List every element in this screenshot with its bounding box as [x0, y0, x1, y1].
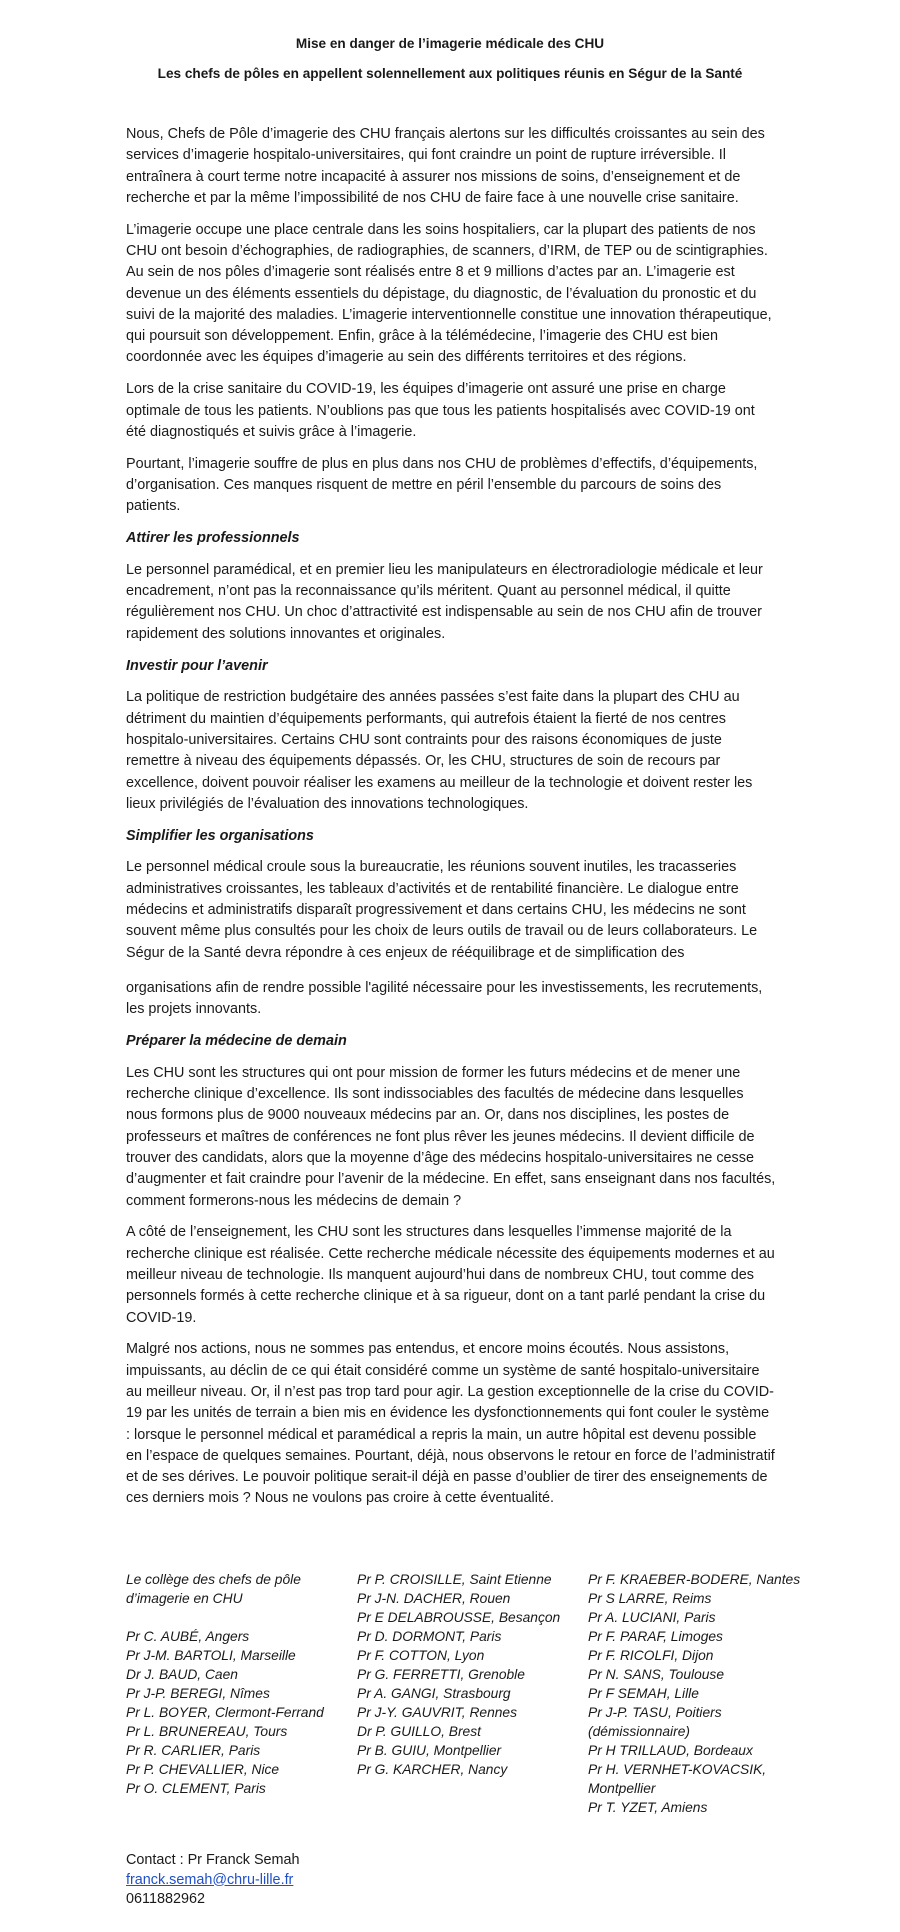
signatory: Pr T. YZET, Amiens [588, 1800, 708, 1815]
signatory: Dr P. GUILLO, Brest [357, 1724, 481, 1739]
college-label: Le collège des chefs de pôle d’imagerie en CHU [126, 1572, 301, 1606]
signatory: Pr C. AUBÉ, Angers [126, 1629, 250, 1644]
signatory: Pr L. BRUNEREAU, Tours [126, 1724, 288, 1739]
signatory: Pr O. CLEMENT, Paris [126, 1781, 266, 1796]
paragraph: Les CHU sont les structures qui ont pour mission de former les futurs médecins et de mener une recherche clinique d’excellence. Ils sont indissociables des facultés de médecine dans lesquelles nous formons plus de 9000 nouveaux médecins par an. Or, dans nos disciplines, les postes de professeurs et maîtres de conférences ne font plus rêver les jeunes médecins. Il devient difficile de trouver des candidats, alors que la moyenne d’âge des médecins hospitalo-universitaires ne cesse d’augmenter et fait craindre pour l’avenir de la médecine. En effet, sans enseignant dans nos facultés, comment formerons-nous les médecins de demain ? [126, 1064, 776, 1209]
signatory: Pr J-P. BEREGI, Nîmes [126, 1686, 270, 1701]
signatory: Pr H. VERNHET-KOVACSIK, Montpellier [588, 1762, 767, 1796]
paragraph: A côté de l’enseignement, les CHU sont les structures dans lesquelles l’immense majorité de la recherche clinique est réalisée. Cette recherche médicale nécessite des équipements modernes et au meilleur niveau de technologie. Ils manquent aujourd’hui dans de nombreux CHU, tout comme des personnels formés à cette recherche clinique et à sa rigueur, dont on a tant parlé pendant la crise du COVID-19. [126, 1224, 775, 1326]
document-subtitle: Les chefs de pôles en appellent solennellement aux politiques réunis en Ségur de la Santé [157, 66, 743, 81]
signatory: Pr E DELABROUSSE, Besançon [357, 1610, 561, 1625]
signatories-column-1 [126, 1570, 351, 1798]
signatory: Pr J-P. TASU, Poitiers (démissionnaire) [588, 1705, 722, 1739]
signatory: Pr S LARRE, Reims [588, 1591, 712, 1606]
section-heading: Attirer les professionnels [126, 530, 300, 547]
signatories-column-2 [357, 1570, 582, 1779]
paragraph: organisations afin de rendre possible l'agilité nécessaire pour les investissements, les recrutements, les projets innovants. [126, 979, 763, 1018]
signatory: Pr P. CHEVALLIER, Nice [126, 1762, 280, 1777]
signatory: Pr L. BOYER, Clermont-Ferrand [126, 1705, 324, 1720]
signatory: Pr R. CARLIER, Paris [126, 1743, 261, 1758]
signatory: Pr P. CROISILLE, Saint Etienne [357, 1572, 552, 1587]
paragraph: Nous, Chefs de Pôle d’imagerie des CHU français alertons sur les difficultés croissantes au sein des services d’imagerie hospitalo-universitaires, qui font craindre un point de rupture irréversible. Il entraînera à court terme notre incapacité à assurer nos missions de soins, d’enseignement et de recherche et par la même l’impossibilité de nos CHU de faire face à une nouvelle crise sanitaire. [126, 126, 765, 206]
section-heading: Préparer la médecine de demain [126, 1032, 347, 1049]
signatories-column-3 [588, 1570, 813, 1817]
contact-phone: 0611882962 [126, 1891, 205, 1907]
paragraph: Le personnel médical croule sous la bureaucratie, les réunions souvent inutiles, les tracasseries administratives croissantes, les tableaux d’activités et de rentabilité financière. Le dialogue entre médecins et administratifs disparaît progressivement et dans certains CHU, les médecins ne sont souvent même plus consultés pour les choix de leurs outils de travail ou de leurs collaborateurs. Le Ségur de la Santé devra répondre à ces enjeux de rééquilibrage et de simplification des [126, 859, 758, 961]
document-title: Mise en danger de l’imagerie médicale des CHU [295, 36, 605, 51]
section-heading: Simplifier les organisations [126, 827, 314, 844]
signatory: Pr D. DORMONT, Paris [357, 1629, 502, 1644]
signatory: Pr H TRILLAUD, Bordeaux [588, 1743, 753, 1758]
signatory: Pr J-Y. GAUVRIT, Rennes [357, 1705, 518, 1720]
signatory: Pr N. SANS, Toulouse [588, 1667, 724, 1682]
signatory: Pr A. LUCIANI, Paris [588, 1610, 716, 1625]
signatory: Pr F. RICOLFI, Dijon [588, 1648, 714, 1663]
signatory: Pr F SEMAH, Lille [588, 1686, 699, 1701]
signatory: Pr F. KRAEBER-BODERE, Nantes [588, 1572, 801, 1587]
signatory: Pr J-N. DACHER, Rouen [357, 1591, 511, 1606]
contact-email-link[interactable]: franck.semah@chru-lille.fr [126, 1871, 294, 1888]
contact-block [126, 1851, 300, 1910]
signatory: Pr B. GUIU, Montpellier [357, 1743, 502, 1758]
signatory: Pr F. PARAF, Limoges [588, 1629, 723, 1644]
signatory: Pr J-M. BARTOLI, Marseille [126, 1648, 296, 1663]
letter-body [126, 124, 776, 1520]
signatory: Pr G. FERRETTI, Grenoble [357, 1667, 525, 1682]
signatory: Pr F. COTTON, Lyon [357, 1648, 485, 1663]
signatory: Pr A. GANGI, Strasbourg [357, 1686, 511, 1701]
signatory: Dr J. BAUD, Caen [126, 1667, 238, 1682]
signatory: Pr G. KARCHER, Nancy [357, 1762, 508, 1777]
paragraph: Le personnel paramédical, et en premier lieu les manipulateurs en électroradiologie médicale et leur encadrement, n’ont pas la reconnaissance qu’ils méritent. Quant au personnel médical, il quitte régulièrement nos CHU. Un choc d’attractivité est indispensable au sein de nos CHU afin de trouver rapidement des solutions innovantes et originales. [126, 561, 763, 642]
section-heading: Investir pour l’avenir [126, 657, 268, 674]
paragraph: Pourtant, l’imagerie souffre de plus en plus dans nos CHU de problèmes d’effectifs, d’équipements, d’organisation. Ces manques risquent de mettre en péril l’ensemble du parcours de soins des patients. [126, 455, 758, 515]
paragraph: L’imagerie occupe une place centrale dans les soins hospitaliers, car la plupart des patients de nos CHU ont besoin d’échographies, de radiographies, de scanners, d’IRM, de TEP ou de scintigraphies. Au sein de nos pôles d’imagerie sont réalisés entre 8 et 9 millions d’actes par an. L’imagerie est devenue un des éléments essentiels du dépistage, du diagnostic, de l’évaluation du pronostic et du suivi de la majorité des maladies. L’imagerie interventionnelle constitue une innovation thérapeutique, qui poursuit son développement. Enfin, grâce à la télémédecine, l’imagerie des CHU est bien coordonnée avec les équipes d’imagerie au sein des différents territoires et des régions. [126, 221, 772, 366]
contact-label: Contact : Pr Franck Semah [126, 1852, 300, 1868]
paragraph: La politique de restriction budgétaire des années passées s’est faite dans la plupart des CHU au détriment du maintien d’équipements performants, qui autrefois étaient la fierté de nos centres hospitalo-universitaires. Certains CHU sont contraints pour des raisons économiques de juste remettre à niveau des équipements dépassés. Or, les CHU, structures de soin de recours par excellence, doivent pouvoir réaliser les examens au meilleur de la technologie et doivent rester les lieux privilégiés de l’évaluation des innovations technologiques. [126, 689, 753, 812]
paragraph: Malgré nos actions, nous ne sommes pas entendus, et encore moins écoutés. Nous assistons, impuissants, au déclin de ce qui était considéré comme un système de santé hospitalo-universitaire au meilleur niveau. Or, il n’est pas trop tard pour agir. La gestion exceptionnelle de la crise du COVID-19 par les unités de terrain a bien mis en évidence les dysfonctionnements qui font couler le système : lorsque le personnel médical et paramédical a repris la main, un autre hôpital est devenu possible en l’espace de quelques semaines. Pourtant, déjà, nous observons le retour en force de l’administratif et de ses dérives. Le pouvoir politique serait-il déjà en passe d’oublier de tirer des enseignements de ces derniers mois ? Nous ne voulons pas croire à cette éventualité. [126, 1341, 775, 1507]
paragraph: Lors de la crise sanitaire du COVID-19, les équipes d’imagerie ont assuré une prise en charge optimale de tous les patients. N’oublions pas que tous les patients hospitalisés avec COVID-19 ont été diagnostiqués et suivis grâce à l’imagerie. [126, 381, 755, 440]
